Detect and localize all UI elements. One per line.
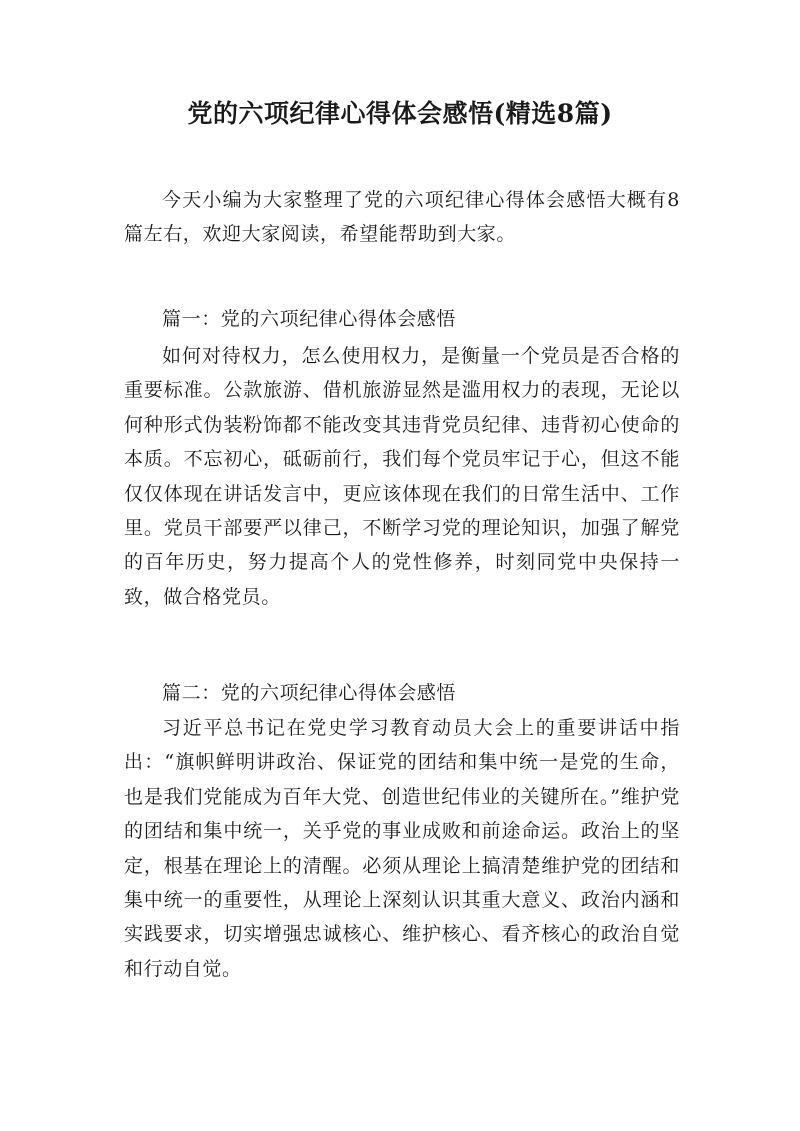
document-title: 党的六项纪律心得体会感悟(精选8篇) [187, 99, 613, 128]
intro-paragraph: 今天小编为大家整理了党的六项纪律心得体会感悟大概有8篇左右，欢迎大家阅读，希望能帮助到大家。 [124, 189, 680, 246]
section-1-body: 如何对待权力，怎么使用权力，是衡量一个党员是否合格的重要标准。公款旅游、借机旅游显然是滥用权力的表现，无论以何种形式伪装粉饰都不能改变其违背党员纪律、违背初心使命的本质。不忘初心，砥砺前行，我们每个党员牢记于心，但这不能仅仅体现在讲话发言中，更应该体现在我们的日常生活中、工作里。党员干部要严以律己，不断学习党的理论知识，加强了解党的百年历史，努力提高个人的党性修养，时刻同党中央保持一致，做合格党员。 [124, 345, 680, 608]
section-2-heading: 篇二：党的六项纪律心得体会感悟 [162, 682, 457, 704]
section-1-heading: 篇一：党的六项纪律心得体会感悟 [162, 308, 457, 330]
section-2-body: 习近平总书记在党史学习教育动员大会上的重要讲话中指出：“旗帜鲜明讲政治、保证党的团结和集中统一是党的生命，也是我们党能成为百年大党、创造世纪伟业的关键所在。”维护党的团结和集中统一，关乎党的事业成败和前途命运。政治上的坚定，根基在理论上的清醒。必须从理论上搞清楚维护党的团结和集中统一的重要性，从理论上深刻认识其重大意义、政治内涵和实践要求，切实增强忠诚核心、维护核心、看齐核心的政治自觉和行动自觉。 [124, 717, 680, 980]
